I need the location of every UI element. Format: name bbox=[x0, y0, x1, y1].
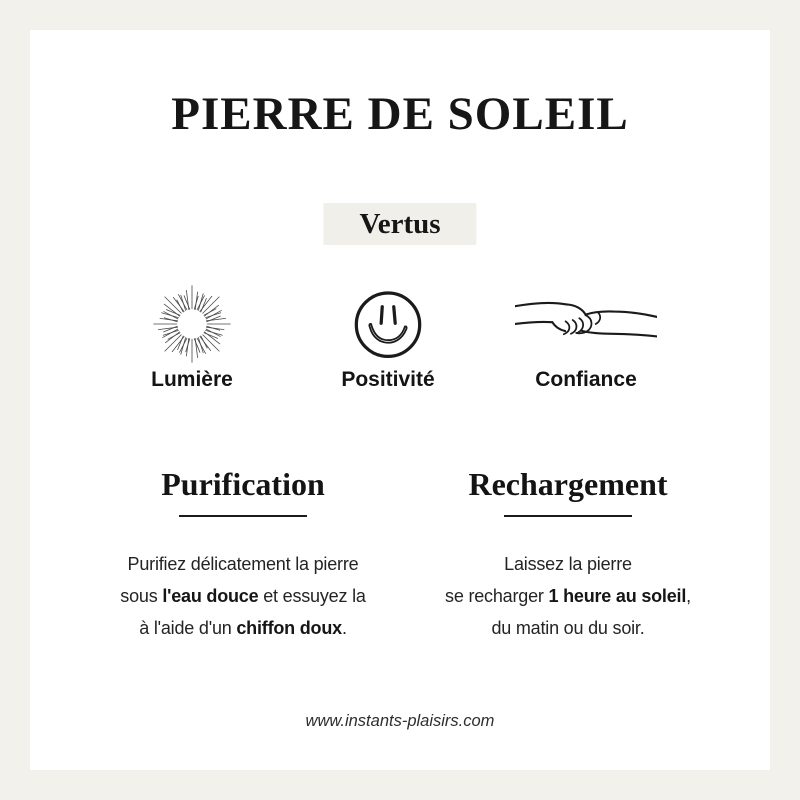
handshake-icon bbox=[476, 282, 696, 366]
page-title: PIERRE DE SOLEIL bbox=[171, 88, 629, 140]
virtue-label-confiance: Confiance bbox=[535, 368, 637, 391]
divider bbox=[504, 515, 632, 517]
card bbox=[30, 30, 770, 770]
virtue-label-positivite: Positivité bbox=[341, 368, 435, 391]
rechargement-text: Laissez la pierre se recharger 1 heure au soleil, du matin ou du soir. bbox=[445, 554, 691, 638]
purification-section bbox=[83, 466, 403, 644]
rechargement-heading: Rechargement bbox=[468, 466, 668, 502]
website-url: www.instants-plaisirs.com bbox=[305, 712, 495, 730]
sunburst-icon bbox=[82, 282, 302, 366]
virtue-confiance bbox=[476, 282, 696, 392]
divider bbox=[179, 515, 307, 517]
vertus-badge: Vertus bbox=[323, 203, 476, 245]
rechargement-section bbox=[408, 466, 728, 644]
purification-text: Purifiez délicatement la pierre sous l'eau douce et essuyez la à l'aide d'un chiffon doux. bbox=[120, 554, 366, 638]
purification-heading: Purification bbox=[161, 466, 325, 502]
virtue-label-lumiere: Lumière bbox=[151, 368, 233, 391]
virtue-positivite bbox=[278, 282, 498, 392]
virtue-lumiere bbox=[82, 282, 302, 392]
smiley-icon bbox=[278, 282, 498, 366]
